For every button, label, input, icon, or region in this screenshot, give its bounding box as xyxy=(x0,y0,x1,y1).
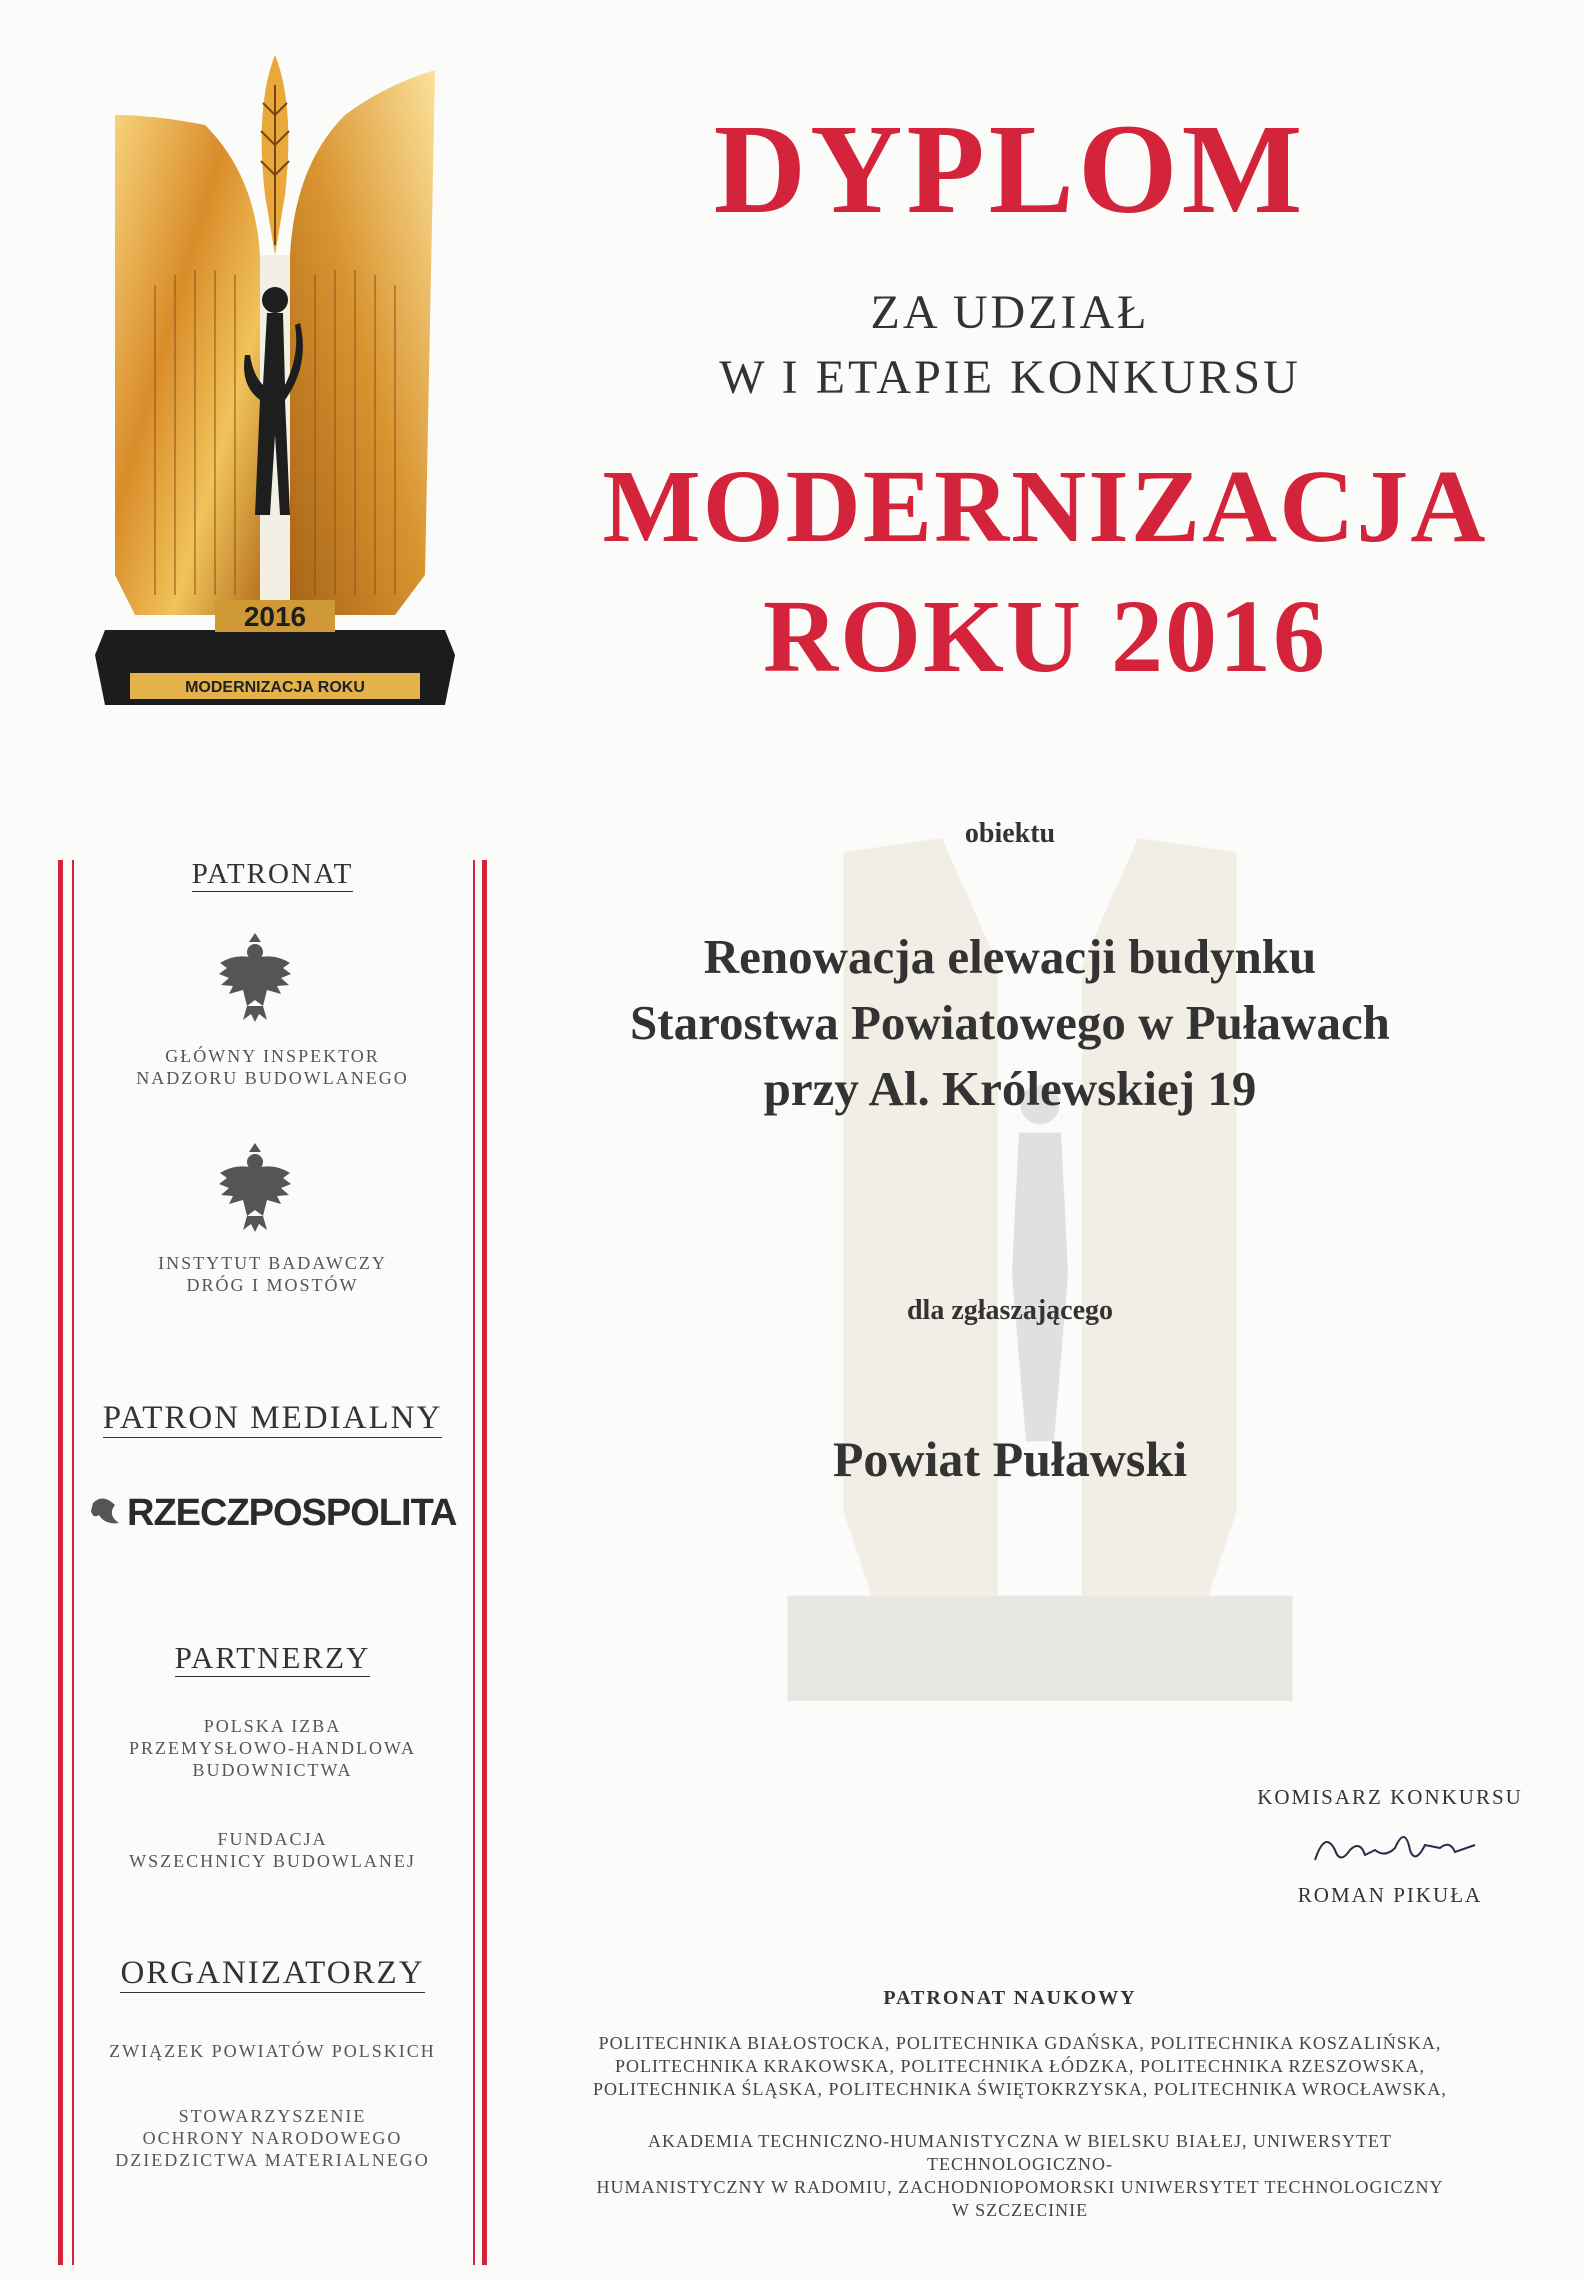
universities-list-1 xyxy=(570,2032,1470,2101)
partner-fundacja-line: WSZECHNICY BUDOWLANEJ xyxy=(129,1851,416,1871)
trophy-plaque: MODERNIZACJA ROKU xyxy=(185,679,365,696)
universities-line: POLITECHNIKA BIAŁOSTOCKA, POLITECHNIKA GDAŃSKA, POLITECHNIKA KOSZALIŃSKA, xyxy=(598,2033,1442,2053)
organizer-stow-line: DZIEDZICTWA MATERIALNEGO xyxy=(115,2150,430,2170)
right-thin-bar xyxy=(473,860,475,2265)
partner-fundacja xyxy=(85,1828,460,1872)
commissioner-signature xyxy=(1305,1820,1485,1875)
partner-piphb xyxy=(85,1715,460,1781)
universities-line: HUMANISTYCZNY W RADOMIU, ZACHODNIOPOMORSKI UNIWERSYTET TECHNOLOGICZNY xyxy=(596,2177,1444,2197)
media-logo-text: RZECZPOSPOLITA xyxy=(127,1492,457,1534)
eagle-emblem-icon xyxy=(215,928,295,1023)
commissioner-role: KOMISARZ KONKURSU xyxy=(1257,1785,1523,1809)
universities-line: W SZCZECINIE xyxy=(951,2200,1089,2220)
heading-text: PARTNERZY xyxy=(174,1640,371,1675)
scientific-patronage-heading: PATRONAT NAUKOWY xyxy=(883,1987,1137,2009)
project-title-line-2: Starostwa Powiatowego w Puławach xyxy=(630,995,1390,1050)
rzeczpospolita-logo xyxy=(85,1485,460,1535)
subtitle-line-2: W I ETAPIE KONKURSU xyxy=(719,351,1301,404)
trophy-year: 2016 xyxy=(243,601,307,632)
heading-text: PATRON MEDIALNY xyxy=(102,1400,443,1436)
sidebar-heading-media-patron xyxy=(80,1400,465,1437)
patron-ibdim-line: DRÓG I MOSTÓW xyxy=(186,1275,359,1295)
organizer-zpp: ZWIĄZEK POWIATÓW POLSKICH xyxy=(109,2041,436,2061)
universities-line: POLITECHNIKA KRAKOWSKA, POLITECHNIKA ŁÓDZKA, POLITECHNIKA RZESZOWSKA, xyxy=(615,2056,1425,2076)
organizer-stowarzyszenie xyxy=(85,2105,460,2171)
project-title-line-3: przy Al. Królewskiej 19 xyxy=(763,1061,1257,1116)
commissioner-name: ROMAN PIKUŁA xyxy=(1297,1883,1483,1907)
organizer-stow-line: OCHRONY NARODOWEGO xyxy=(142,2128,403,2148)
sidebar-heading-organizers xyxy=(85,1955,460,1992)
heading-text: ORGANIZATORZY xyxy=(120,1955,425,1991)
patron-gin xyxy=(85,1045,460,1089)
eagle-emblem-icon xyxy=(215,1138,295,1233)
left-thin-bar xyxy=(72,860,74,2265)
patron-gin-line: GŁÓWNY INSPEKTOR xyxy=(165,1046,380,1066)
patron-ibdim-line: INSTYTUT BADAWCZY xyxy=(158,1253,387,1273)
applicant-name: Powiat Puławski xyxy=(832,1431,1188,1487)
patron-ibdim xyxy=(85,1252,460,1296)
trophy-image xyxy=(95,55,455,725)
partner-piphb-line: PRZEMYSŁOWO-HANDLOWA xyxy=(129,1738,416,1758)
universities-line: AKADEMIA TECHNICZNO-HUMANISTYCZNA W BIELSKU BIAŁEJ, UNIWERSYTET TECHNOLOGICZNO- xyxy=(648,2131,1392,2174)
left-red-bar xyxy=(58,860,63,2265)
partner-fundacja-line: FUNDACJA xyxy=(217,1829,328,1849)
contest-name-line-1: MODERNIZACJA xyxy=(602,449,1488,564)
universities-line: POLITECHNIKA ŚLĄSKA, POLITECHNIKA ŚWIĘTOKRZYSKA, POLITECHNIKA WROCŁAWSKA, xyxy=(593,2079,1447,2099)
partner-piphb-line: POLSKA IZBA xyxy=(203,1716,342,1736)
applicant-label: dla zgłaszającego xyxy=(906,1295,1114,1326)
patron-gin-line: NADZORU BUDOWLANEGO xyxy=(136,1068,409,1088)
organizer-stow-line: STOWARZYSZENIE xyxy=(178,2106,367,2126)
contest-name-line-2: ROKU 2016 xyxy=(763,579,1327,694)
heading-text: PATRONAT xyxy=(191,858,354,890)
universities-list-2 xyxy=(570,2130,1470,2222)
object-label: obiektu xyxy=(964,818,1056,849)
subtitle-line-1: ZA UDZIAŁ xyxy=(870,286,1150,339)
partner-piphb-line: BUDOWNICTWA xyxy=(192,1760,353,1780)
right-red-bar xyxy=(482,860,487,2265)
sidebar-heading-partners xyxy=(85,1640,460,1676)
sidebar-heading-patronat xyxy=(85,858,460,891)
project-title-line-1: Renowacja elewacji budynku xyxy=(703,929,1317,984)
diploma-title: DYPLOM xyxy=(713,98,1307,240)
